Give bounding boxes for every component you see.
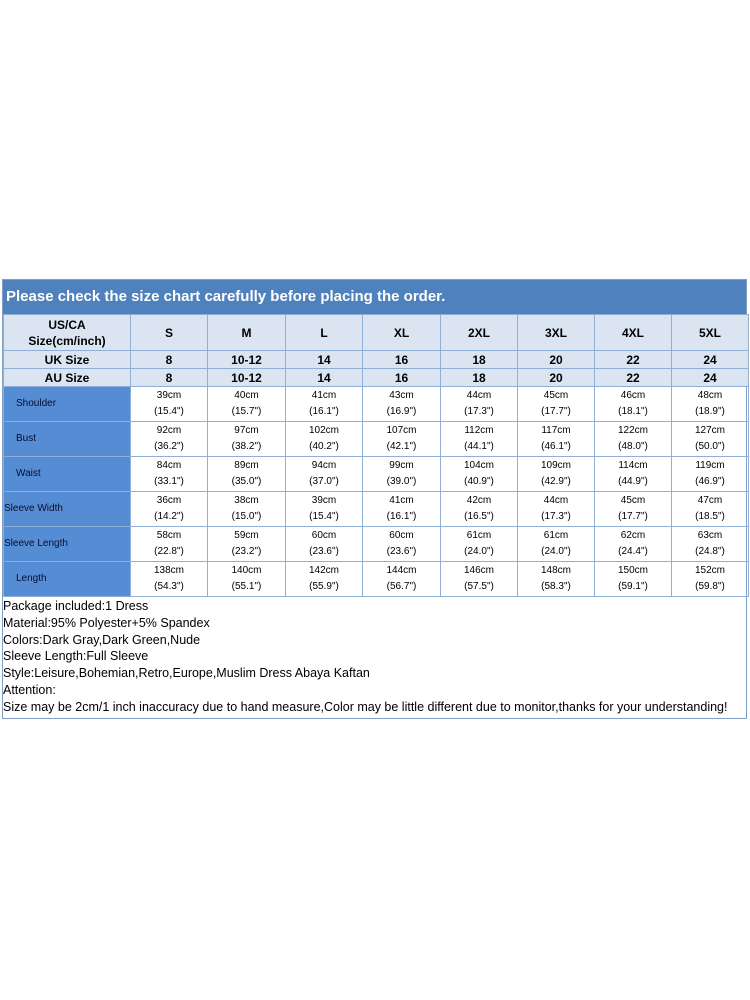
measurement-row-shoulder [4,387,749,422]
au-size-value: 20 [518,369,595,387]
inch-value: (24.4") [618,546,648,557]
measurement-cell [595,387,672,422]
measurement-cell [208,387,286,422]
size-table [3,314,749,597]
note-line: Colors:Dark Gray,Dark Green,Nude [3,632,201,647]
inch-value: (16.9") [386,406,417,417]
cm-value: 146cm [463,565,494,576]
inch-value: (14.2") [154,511,184,522]
inch-value: (24.0") [464,546,494,557]
cm-value: 60cm [389,530,414,541]
measurement-label: Sleeve Width [4,492,131,527]
measurement-cell [131,492,208,527]
cm-value: 117cm [541,425,571,436]
us-size-label-line1: US/CA [48,317,86,332]
size-table-body [4,315,749,597]
inch-value: (37.0") [309,476,339,487]
cm-value: 46cm [620,390,646,401]
cm-value: 99cm [389,460,414,471]
measurement-label: Bust [4,422,131,457]
cm-value: 97cm [234,425,259,436]
uk-size-value: 14 [286,351,363,369]
size-header: 5XL [672,315,749,351]
cm-value: 42cm [466,495,492,506]
inch-value: (18.9") [695,406,725,417]
au-size-value: 24 [672,369,749,387]
cm-value: 62cm [620,530,646,541]
measurement-cell [363,457,441,492]
inch-value: (16.1") [386,511,417,522]
cm-value: 148cm [540,565,571,576]
measurement-cell [595,527,672,562]
measurement-cell [208,562,286,597]
au-size-value: 8 [131,369,208,387]
cm-value: 39cm [156,390,182,401]
measurement-cell [286,422,363,457]
cm-value: 104cm [463,460,494,471]
cm-value: 47cm [697,495,723,506]
cm-value: 61cm [466,530,492,541]
inch-value: (17.7") [541,406,571,417]
cm-value: 92cm [156,425,182,436]
inch-value: (44.1") [464,441,494,452]
au-size-row [4,369,749,387]
measurement-row-waist [4,457,749,492]
measurement-cell [595,492,672,527]
measurement-cell [131,387,208,422]
measurement-cell [672,492,749,527]
measurement-label: Length [4,562,131,597]
measurement-label: Sleeve Length [4,527,131,562]
size-chart [2,279,747,719]
inch-value: (15.4") [154,406,184,417]
measurement-cell [441,562,518,597]
cm-value: 58cm [156,530,182,541]
cm-value: 122cm [617,425,648,436]
measurement-cell [672,457,749,492]
cm-value: 140cm [231,565,262,576]
inch-value: (59.1") [618,581,648,592]
measurement-cell [441,387,518,422]
au-size-label: AU Size [4,369,131,387]
uk-size-value: 22 [595,351,672,369]
cm-value: 112cm [464,425,494,436]
cm-value: 41cm [389,495,414,506]
size-header: 2XL [441,315,518,351]
inch-value: (15.0") [231,511,262,522]
cm-value: 45cm [543,390,569,401]
size-header: 3XL [518,315,595,351]
inch-value: (50.0") [695,441,725,452]
note-line: Sleeve Length:Full Sleeve [3,649,149,664]
inch-value: (23.6") [309,546,339,557]
cm-value: 48cm [697,390,723,401]
inch-value: (24.0") [541,546,571,557]
measurement-cell [595,562,672,597]
inch-value: (18.5") [695,511,725,522]
inch-value: (59.8") [695,581,725,592]
inch-value: (15.7") [231,406,262,417]
inch-value: (18.1") [618,406,648,417]
measurement-cell [518,562,595,597]
inch-value: (15.4") [309,511,339,522]
uk-size-value: 18 [441,351,518,369]
inch-value: (23.6") [386,546,417,557]
cm-value: 61cm [543,530,569,541]
cm-value: 44cm [466,390,492,401]
measurement-cell [518,387,595,422]
measurement-cell [131,562,208,597]
cm-value: 127cm [694,425,725,436]
uk-size-row [4,351,749,369]
measurement-label: Waist [4,457,131,492]
cm-value: 89cm [234,460,259,471]
cm-value: 138cm [153,565,184,576]
inch-value: (22.8") [154,546,184,557]
measurement-cell [208,422,286,457]
measurement-cell [286,527,363,562]
inch-value: (17.3") [464,406,494,417]
measurement-cell [363,492,441,527]
cm-value: 102cm [308,425,339,436]
size-header: S [131,315,208,351]
uk-size-value: 24 [672,351,749,369]
measurement-cell [208,492,286,527]
inch-value: (48.0") [618,441,648,452]
inch-value: (56.7") [386,581,417,592]
inch-value: (44.9") [618,476,648,487]
measurement-cell [286,387,363,422]
note-line: Style:Leisure,Bohemian,Retro,Europe,Muslim Dress Abaya Kaftan [3,666,370,681]
cm-value: 152cm [694,565,725,576]
inch-value: (42.1") [386,441,417,452]
inch-value: (40.9") [464,476,494,487]
note-line: Material:95% Polyester+5% Spandex [3,615,210,630]
cm-value: 107cm [386,425,417,436]
cm-value: 41cm [311,390,337,401]
product-notes [3,597,746,718]
cm-value: 36cm [156,495,182,506]
cm-value: 45cm [620,495,646,506]
measurement-cell [208,457,286,492]
measurement-cell [363,387,441,422]
uk-size-value: 8 [131,351,208,369]
au-size-value: 10-12 [208,369,286,387]
measurement-cell [518,457,595,492]
inch-value: (39.0") [386,476,417,487]
measurement-cell [672,387,749,422]
us-size-label-line2: Size(cm/inch) [28,333,106,348]
inch-value: (38.2") [231,441,262,452]
measurement-cell [441,422,518,457]
cm-value: 119cm [695,460,725,471]
inch-value: (33.1") [154,476,184,487]
measurement-cell [363,527,441,562]
size-header: 4XL [595,315,672,351]
inch-value: (57.5") [464,581,494,592]
size-chart-banner: Please check the size chart carefully before placing the order. [3,280,746,314]
cm-value: 84cm [156,460,182,471]
measurement-cell [286,457,363,492]
au-size-value: 22 [595,369,672,387]
uk-size-value: 16 [363,351,441,369]
cm-value: 59cm [234,530,259,541]
measurement-cell [672,422,749,457]
measurement-row-sleeve-length [4,527,749,562]
size-header: L [286,315,363,351]
note-line: Package included:1 Dress [3,599,149,613]
inch-value: (24.8") [695,546,725,557]
au-size-value: 14 [286,369,363,387]
cm-value: 39cm [311,495,337,506]
size-header: M [208,315,286,351]
uk-size-value: 20 [518,351,595,369]
note-line: Attention: [3,682,56,697]
inch-value: (46.9") [695,476,725,487]
cm-value: 142cm [308,565,339,576]
cm-value: 40cm [234,390,259,401]
inch-value: (54.3") [154,581,184,592]
measurement-cell [131,457,208,492]
measurement-cell [286,492,363,527]
cm-value: 109cm [540,460,571,471]
inch-value: (42.9") [541,476,571,487]
inch-value: (23.2") [231,546,262,557]
measurement-cell [363,562,441,597]
measurement-cell [518,422,595,457]
inch-value: (46.1") [541,441,571,452]
measurement-cell [208,527,286,562]
uk-size-label: UK Size [4,351,131,369]
cm-value: 144cm [386,565,417,576]
measurement-cell [595,457,672,492]
measurement-cell [131,527,208,562]
measurement-row-bust [4,422,749,457]
inch-value: (17.3") [541,511,571,522]
note-line: Size may be 2cm/1 inch inaccuracy due to hand measure,Color may be little different due to monitor,thanks for your understanding! [3,699,728,714]
measurement-cell [518,492,595,527]
uk-size-value: 10-12 [208,351,286,369]
cm-value: 94cm [311,460,337,471]
inch-value: (16.5") [464,511,494,522]
measurement-cell [441,492,518,527]
inch-value: (36.2") [154,441,184,452]
cm-value: 38cm [234,495,259,506]
size-header: XL [363,315,441,351]
inch-value: (35.0") [231,476,262,487]
us-size-row [4,315,749,351]
measurement-cell [441,527,518,562]
au-size-value: 16 [363,369,441,387]
cm-value: 60cm [311,530,337,541]
measurement-label: Shoulder [4,387,131,422]
cm-value: 43cm [389,390,414,401]
inch-value: (58.3") [541,581,571,592]
measurement-cell [595,422,672,457]
au-size-value: 18 [441,369,518,387]
cm-value: 63cm [697,530,723,541]
measurement-cell [286,562,363,597]
us-size-label [4,315,131,351]
measurement-cell [131,422,208,457]
measurement-cell [672,562,749,597]
measurement-row-length [4,562,749,597]
inch-value: (17.7") [618,511,648,522]
inch-value: (55.1") [231,581,262,592]
measurement-row-sleeve-width [4,492,749,527]
cm-value: 44cm [543,495,569,506]
inch-value: (40.2") [309,441,339,452]
inch-value: (16.1") [309,406,339,417]
measurement-cell [672,527,749,562]
inch-value: (55.9") [309,581,339,592]
cm-value: 150cm [617,565,648,576]
measurement-cell [518,527,595,562]
measurement-cell [363,422,441,457]
cm-value: 114cm [618,460,648,471]
measurement-cell [441,457,518,492]
